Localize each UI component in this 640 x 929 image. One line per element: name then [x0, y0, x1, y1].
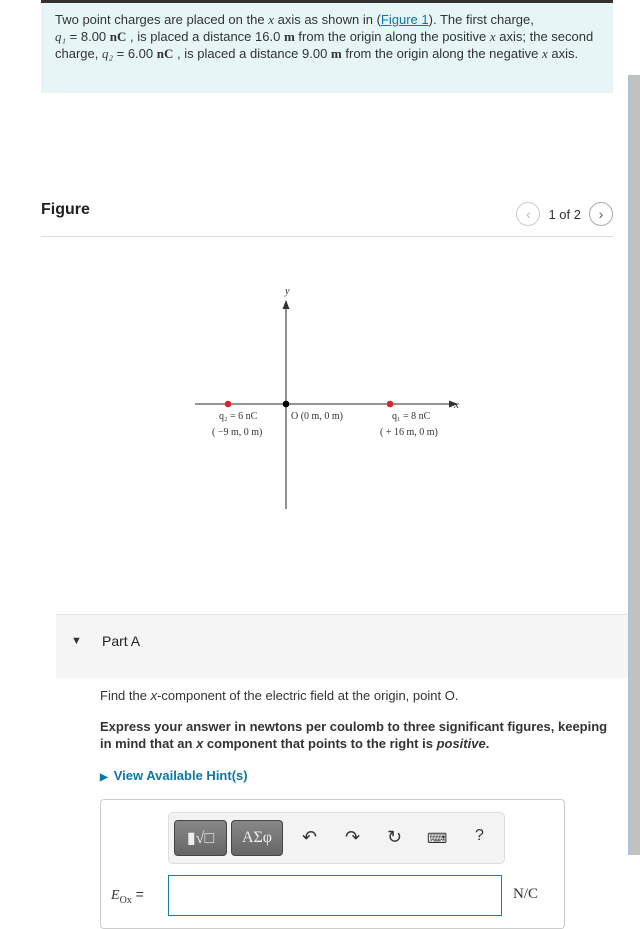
var-x: x	[268, 12, 274, 27]
figure-pager	[516, 202, 613, 226]
text: = 8.00	[66, 29, 110, 44]
fraction-root-icon: ▮√□	[186, 830, 215, 847]
emphasis: positive	[436, 736, 486, 751]
text: -component of the electric field at the origin, point O.	[157, 688, 459, 703]
hint-label: View Available Hint(s)	[113, 768, 248, 783]
figure-header	[41, 195, 613, 237]
var-q2: q₂	[101, 46, 114, 61]
text: , is placed a distance 16.0	[126, 29, 284, 44]
q2-position: ( −9 m, 0 m)	[212, 427, 263, 438]
templates-button[interactable]	[174, 820, 227, 856]
q2-label: q₂ = 6 nC	[219, 411, 258, 422]
text: axis; the second charge,	[55, 29, 594, 61]
unit: m	[330, 46, 342, 61]
part-a-header[interactable]	[56, 614, 628, 678]
text: axis as shown in (	[273, 12, 381, 27]
text: from the origin along the positive	[294, 29, 490, 44]
text: ). The first charge,	[428, 12, 534, 27]
keyboard-icon[interactable]: ⌨	[427, 830, 448, 846]
text: from the origin along the negative	[341, 46, 542, 61]
figure-title: Figure	[41, 201, 90, 218]
var-x: x	[489, 29, 496, 44]
text: axis.	[547, 46, 579, 61]
unit: nC	[156, 46, 174, 61]
text: = 6.00	[113, 46, 157, 61]
var-x: x	[150, 688, 158, 703]
unit: nC	[109, 29, 127, 44]
view-hints-link[interactable]	[100, 768, 248, 783]
var-q1: q₁	[55, 29, 67, 44]
origin-point	[283, 401, 290, 408]
redo-icon[interactable]: ↷	[345, 827, 361, 847]
greek-symbols-button[interactable]: ΑΣφ	[231, 820, 283, 856]
question-text	[100, 688, 458, 703]
expand-triangle-icon: ▶	[100, 772, 108, 783]
equals: =	[131, 886, 144, 902]
var-x: x	[541, 46, 548, 61]
answer-label	[111, 886, 144, 906]
reset-icon[interactable]: ↻	[387, 827, 403, 847]
problem-statement	[41, 0, 613, 93]
page-indicator: 1 of 2	[548, 206, 581, 222]
part-a-label: Part A	[102, 633, 141, 649]
text: , is placed a distance 9.00	[173, 46, 331, 61]
figure-diagram	[190, 280, 480, 520]
text: .	[485, 736, 490, 751]
chevron-left-icon[interactable]: ‹	[516, 202, 540, 226]
q1-position: ( + 16 m, 0 m)	[380, 427, 438, 438]
y-axis-arrow-icon	[283, 300, 290, 309]
help-button[interactable]: ?	[475, 827, 484, 844]
var-e: E	[111, 888, 120, 903]
y-label: y	[285, 286, 290, 297]
text: Find the	[100, 688, 151, 703]
unit: m	[283, 29, 295, 44]
charge-q1	[387, 401, 394, 408]
collapse-triangle-icon[interactable]: ▼	[71, 635, 82, 647]
scrollbar[interactable]	[628, 75, 640, 855]
origin-label: O (0 m, 0 m)	[291, 411, 343, 422]
var-x: x	[196, 736, 204, 751]
text: Two point charges are placed on the	[55, 12, 269, 27]
unit-label: N/C	[513, 886, 539, 902]
subscript: Ox	[119, 894, 132, 906]
x-label: x	[454, 399, 459, 411]
chevron-right-icon[interactable]: ›	[589, 202, 613, 226]
text: Express your answer in newtons per coulomb to three significant figures, keeping in mind that an	[100, 719, 608, 751]
charge-q2	[225, 401, 232, 408]
text: component that points to the right is	[203, 736, 437, 751]
math-toolbar	[168, 812, 505, 864]
figure-link[interactable]: Figure 1	[380, 12, 429, 27]
undo-icon[interactable]: ↶	[302, 827, 318, 847]
instruction-text	[100, 718, 610, 752]
answer-box	[100, 799, 565, 929]
q1-label: q₁ = 8 nC	[392, 411, 431, 422]
answer-input[interactable]	[168, 875, 502, 916]
